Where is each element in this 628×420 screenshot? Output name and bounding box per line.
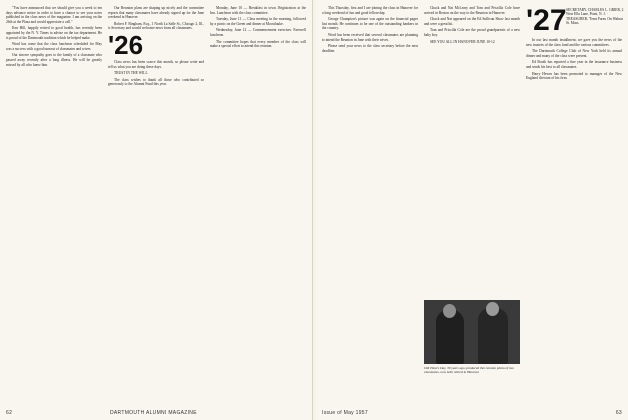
class-secretary-info: SECRETARY, CHARLES L. GRIER, 2 West Ella Lane, Point, N. J. · TREASURER, 'Trent Farm. On Walnut St. Mass. [566,8,624,26]
right-column-1 [322,6,418,398]
section-heading: TRUST IN THE WILL [114,71,148,76]
paragraph: Tuesday, June 11 — Class meeting in the morning, followed by a picnic on the Green and dinner at Moosilauke. [210,17,306,26]
left-page-number: 62 [6,410,13,416]
paragraph: Monday, June 10 — Breakfast in town. Registration at the Inn. Luncheon with the class committee. [210,6,306,15]
paragraph: Our sincere sympathy goes to the family of a classmate who passed away recently after a long illness. He will be greatly missed by all who knew him. [6,53,102,67]
paragraph: Please send your news to the class secretary before the next deadline. [322,44,418,53]
paragraph: "You have announced that we should give you a week to ten days advance notice in order to have a chance to see your notes published in the class news of the magazine. I am arriving on the 26th at the Plaza and would appreciate a call." [6,6,102,24]
paragraph: In our last month installment, we gave you the news of the new trustees of the class fund and the various committees. [526,38,622,47]
left-column-1 [6,6,102,398]
paragraph: The committee hopes that every member of the class will make a special effort to attend this reunion. [210,39,306,49]
right-column-3 [526,38,622,398]
paragraph: Our Reunion plans are shaping up nicely and the committee reports that many classmates have already signed up for the June weekend in Hanover. [108,6,204,20]
class-year-header [526,6,626,36]
paragraph: Word has come that the class luncheon scheduled for May was a success with a good turnout of classmates and wives. [6,42,102,51]
paragraph: George Champion's picture was again on the financial pages last month. He continues to be one of the outstanding bankers in the country. [322,17,418,31]
right-page [316,0,628,420]
paragraph: Robert F. Bingham, Esq., 1 North La Salle St., Chicago 2, Ill., is Secretary and would welcome news from all classmates. [108,21,204,31]
reunion-photo [424,300,520,364]
person-figure [478,308,508,364]
right-page-number: 63 [615,410,622,416]
left-page [0,0,313,420]
paragraph: Chuck and Nat McLeary and Tom and Priscilla Cole have arrived in Boston on the way to the Reunion in Hanover. [424,6,520,15]
right-column-2 [424,6,520,296]
paragraph: Ed Booth has reported a fine year in the insurance business and sends his best to all classmates. [526,60,622,69]
paragraph: Chuck and Nat appeared on the Ed Sullivan Show last month and were a great hit. [424,17,520,26]
person-figure [436,310,464,364]
paragraph: Harry Hewes has been promoted to manager of the New England division of his firm. [526,71,622,81]
magazine-title-footer: DARTMOUTH ALUMNI MAGAZINE [110,410,197,416]
paragraph: SEE YOU ALL IN HANOVER JUNE 10-12 [430,39,495,44]
paragraph: The Dartmouth College Club of New York held its annual dinner and many of the class were present. [526,49,622,58]
photo-caption: Old Timers Day, 30 years ago, produced this reunion photo of two classmates, now both retired in Hanover. [424,366,514,375]
paragraph: Tom and Priscilla Cole are the proud grandparents of a new baby boy. [424,28,520,37]
person-head [443,304,456,318]
paragraph: Class news has been scarce this month, so please write and tell us what you are doing these days. [108,59,204,69]
paragraph: Wednesday, June 12 — Commencement exercises. Farewell luncheon. [210,28,306,37]
paragraph: Ken Hill, happily retired to good health, has recently been appointed by the N. Y. Times to advise on the tax department. He is proud of the Dartmouth tradition which he helped make. [6,26,102,40]
paragraph: This Thursday, first and I are joining the class in Hanover for a long weekend of fun and good fellowship. [322,6,418,15]
issue-label-footer: Issue of May 1957 [322,410,368,416]
class-year-number: '27 [526,4,567,37]
paragraph: Word has been received that several classmates are planning to attend the Reunion in June with their wives. [322,32,418,42]
left-column-2 [108,6,204,398]
left-column-3 [210,6,306,398]
paragraph: The class wishes to thank all those who contributed so generously to the Alumni Fund this year. [108,77,204,87]
person-head [486,302,499,316]
class-year-heading: '26 [108,29,144,60]
